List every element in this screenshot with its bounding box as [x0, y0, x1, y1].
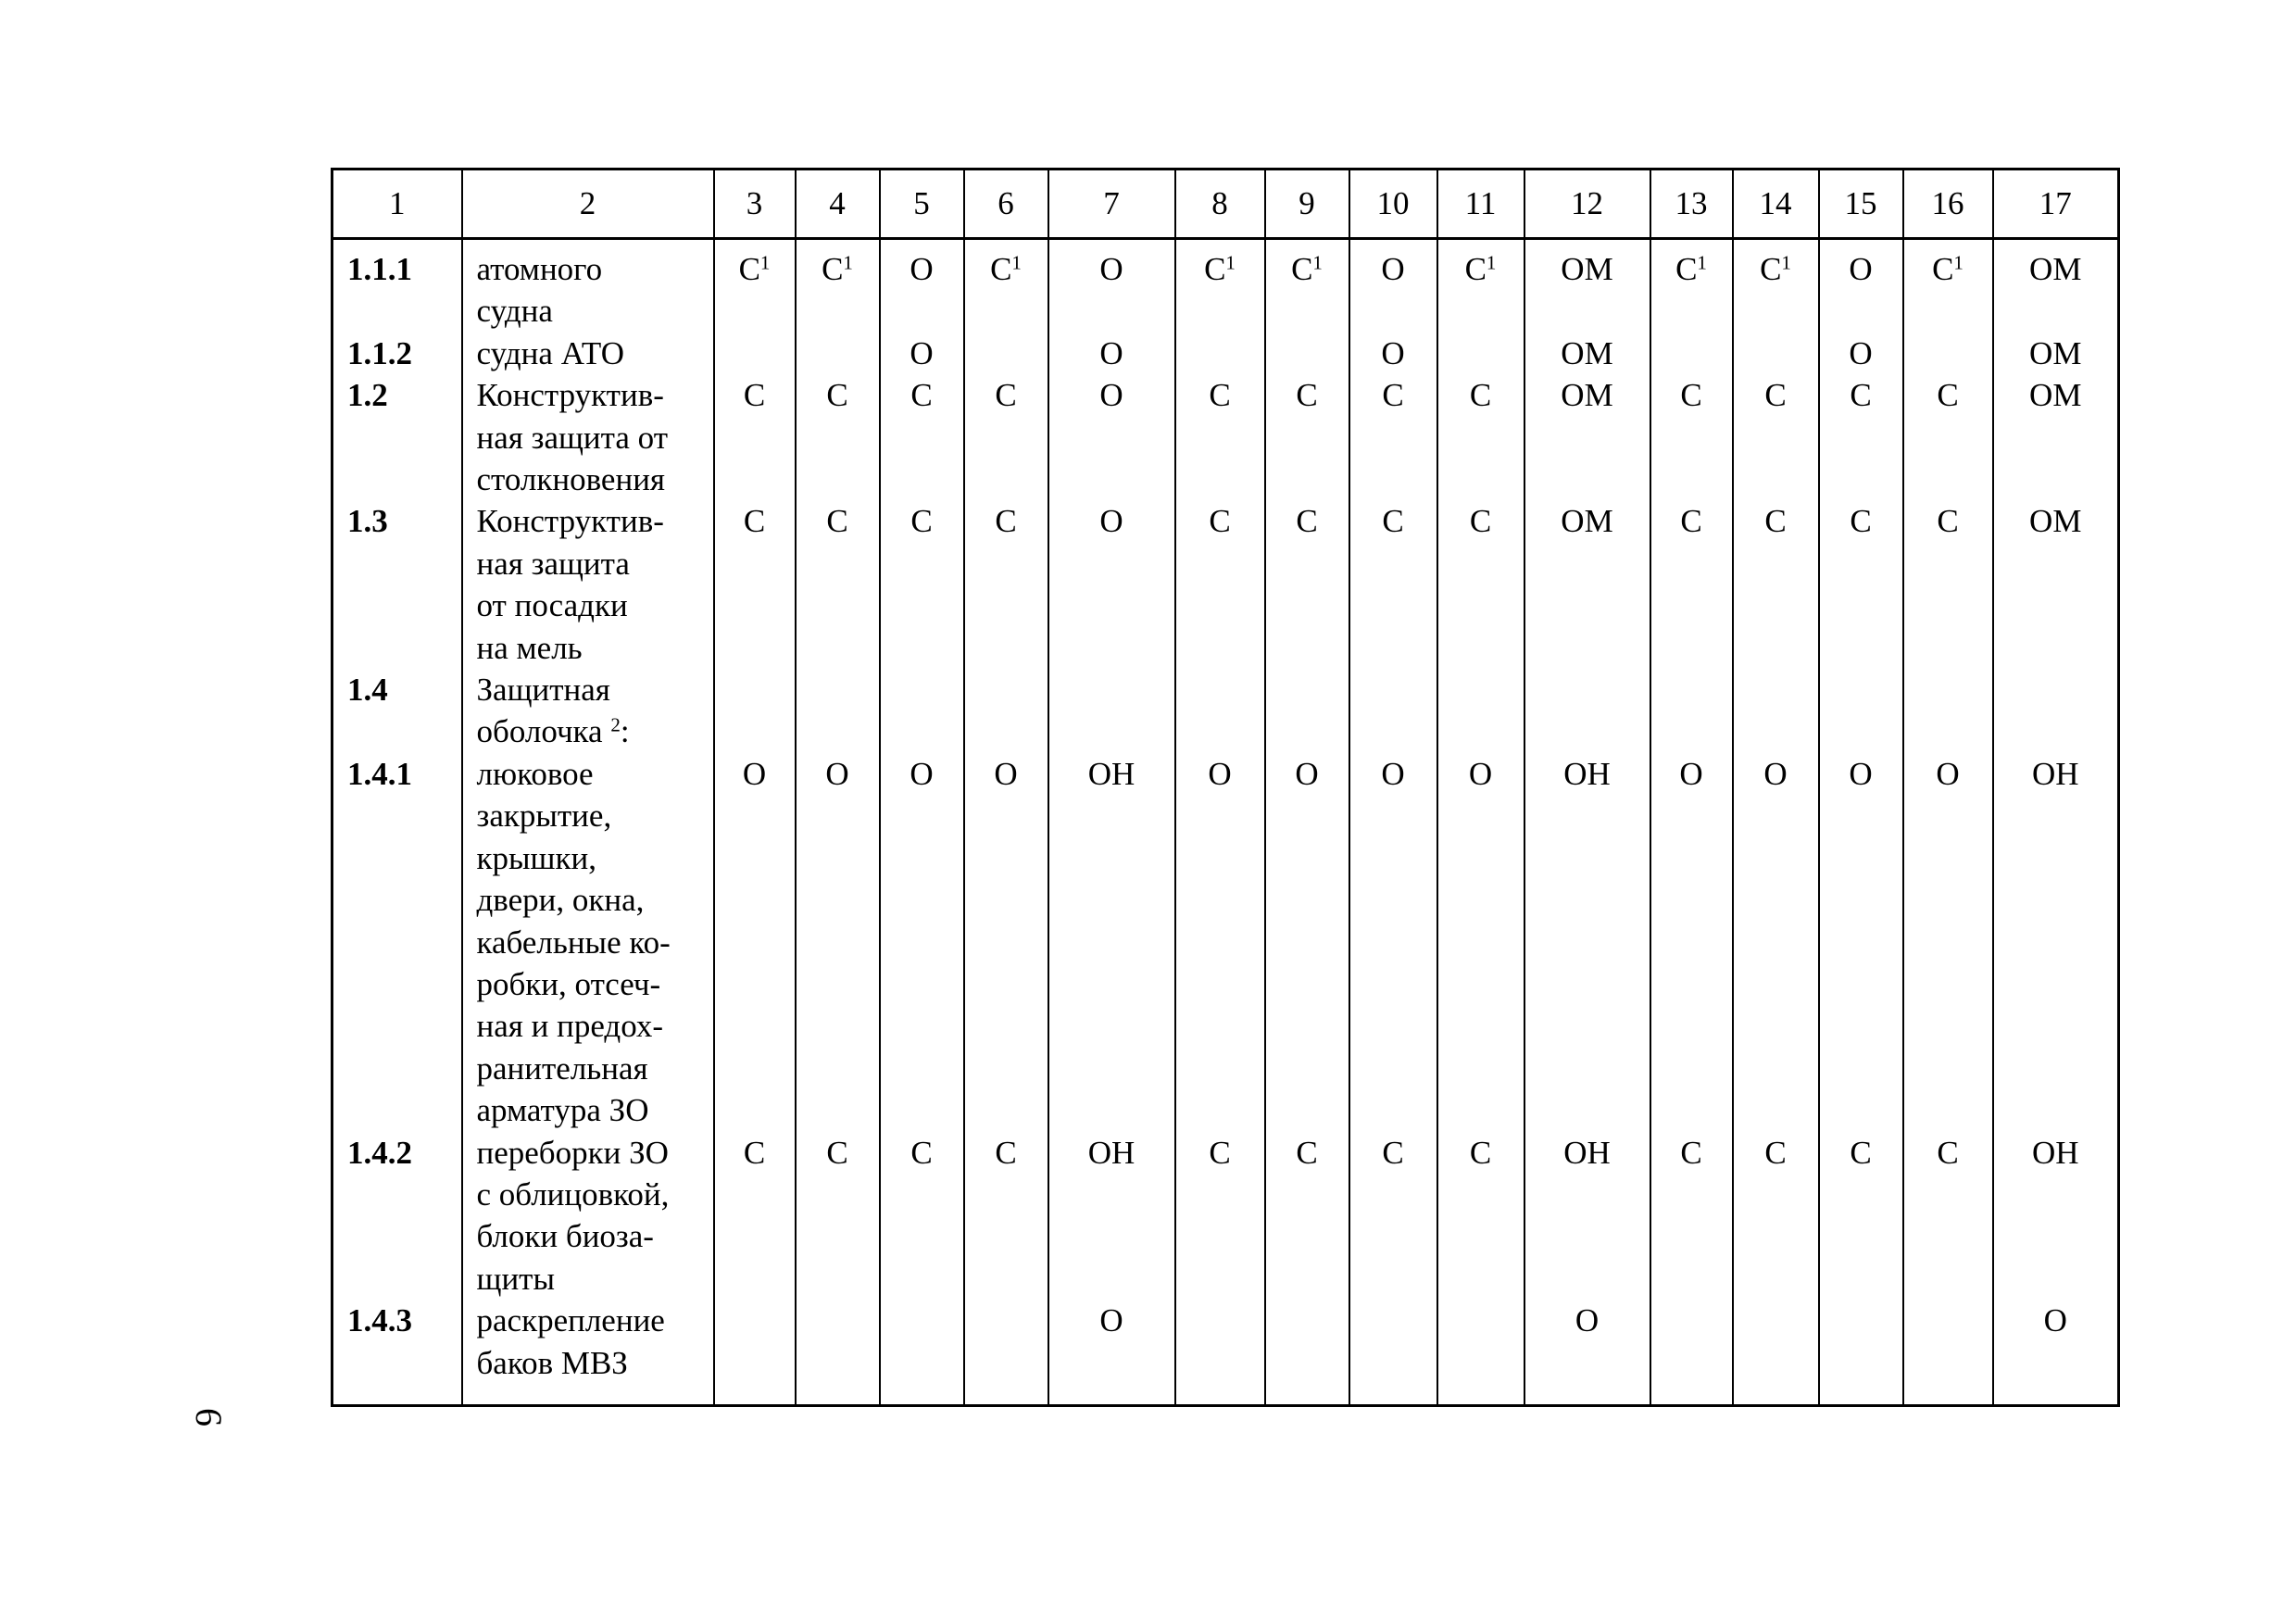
- header-cell: 14: [1733, 170, 1819, 239]
- value-text: С: [910, 377, 933, 414]
- value-cell: [1733, 669, 1819, 753]
- value-text: О: [1936, 755, 1960, 792]
- table-row: [332, 500, 2119, 669]
- value-text: $С^1$: [990, 251, 1022, 287]
- value-cell: [1903, 333, 1993, 374]
- row-number: 1.4.1: [332, 753, 462, 1132]
- footnote-mark: 1: [1011, 251, 1022, 274]
- value-text: С: [1680, 377, 1702, 414]
- value-cell: [1524, 333, 1650, 374]
- row-name-line: судна: [476, 293, 553, 330]
- row-name-line: на мель: [476, 629, 583, 666]
- value-text: О: [1679, 755, 1703, 792]
- value-cell: [796, 1300, 880, 1405]
- value-cell: [1349, 333, 1437, 374]
- value-cell: [1524, 1132, 1650, 1301]
- value-cell: [1650, 669, 1733, 753]
- header-row: [332, 170, 2119, 239]
- value-cell: [1524, 239, 1650, 333]
- row-name-line: столкновения: [476, 461, 666, 498]
- value-text: О: [742, 755, 767, 792]
- value-text: О: [910, 755, 934, 792]
- table-row: [332, 753, 2119, 1132]
- value-text: С: [910, 503, 933, 540]
- header-cell: 16: [1903, 170, 1993, 239]
- value-text: ОН: [1563, 755, 1611, 792]
- value-cell: [1437, 333, 1524, 374]
- value-cell: [1733, 753, 1819, 1132]
- row-name-line: Конструктив-: [476, 503, 664, 540]
- value-text: С: [1469, 377, 1492, 414]
- header-cell: 8: [1175, 170, 1265, 239]
- table-row: [332, 669, 2119, 753]
- value-text: С: [1764, 377, 1787, 414]
- value-cell: [1265, 333, 1349, 374]
- value-cell: [1437, 753, 1524, 1132]
- value-text: С: [995, 1134, 1017, 1171]
- value-cell: [1048, 374, 1175, 500]
- value-text: С: [1764, 1134, 1787, 1171]
- value-cell: [964, 753, 1048, 1132]
- row-name-line: от посадки: [476, 587, 628, 624]
- value-text: ОН: [1087, 1134, 1135, 1171]
- value-cell: [1349, 669, 1437, 753]
- value-cell: [1650, 1300, 1733, 1405]
- value-text: ОМ: [1561, 334, 1613, 371]
- header-cell: 11: [1437, 170, 1524, 239]
- value-text: $С^1$: [1204, 251, 1236, 287]
- header-cell: 10: [1349, 170, 1437, 239]
- value-cell: [1993, 1132, 2119, 1301]
- value-cell: [796, 753, 880, 1132]
- value-text: С: [1382, 377, 1404, 414]
- value-cell: [1733, 1300, 1819, 1405]
- value-text: О: [1099, 334, 1123, 371]
- value-text: О: [1208, 755, 1232, 792]
- value-cell: [880, 753, 964, 1132]
- value-text: О: [1468, 755, 1493, 792]
- value-cell: [714, 239, 796, 333]
- value-text: С: [1680, 1134, 1702, 1171]
- value-cell: [1733, 500, 1819, 669]
- table-body: [332, 239, 2119, 1406]
- row-name-line: Конструктив-: [476, 377, 664, 414]
- value-cell: [1819, 1132, 1903, 1301]
- value-cell: [1175, 374, 1265, 500]
- row-name: [462, 753, 714, 1132]
- value-text: ОН: [1563, 1134, 1611, 1171]
- value-text: $С^1$: [738, 251, 771, 287]
- value-cell: [1650, 753, 1733, 1132]
- value-cell: [714, 333, 796, 374]
- value-cell: [1175, 669, 1265, 753]
- value-cell: [880, 239, 964, 333]
- row-name-line: блоки биоза-: [476, 1218, 654, 1255]
- value-cell: [964, 374, 1048, 500]
- value-text: О: [910, 334, 934, 371]
- value-cell: [1175, 239, 1265, 333]
- row-number: 1.4: [332, 669, 462, 753]
- value-cell: [1993, 500, 2119, 669]
- value-cell: [880, 1300, 964, 1405]
- row-name-line: ная защита от: [476, 419, 668, 456]
- value-text: $С^1$: [1464, 251, 1497, 287]
- value-cell: [1993, 1300, 2119, 1405]
- header-cell: 17: [1993, 170, 2119, 239]
- value-cell: [1349, 1132, 1437, 1301]
- value-cell: [880, 669, 964, 753]
- value-cell: [1903, 500, 1993, 669]
- value-cell: [1175, 1132, 1265, 1301]
- value-cell: [1993, 239, 2119, 333]
- footnote-mark: 1: [843, 251, 853, 274]
- value-cell: [1048, 333, 1175, 374]
- value-cell: [1903, 1132, 1993, 1301]
- header-cell: 1: [332, 170, 462, 239]
- value-text: ОМ: [2029, 251, 2082, 287]
- value-cell: [714, 500, 796, 669]
- value-cell: [1993, 753, 2119, 1132]
- value-cell: [1265, 753, 1349, 1132]
- value-text: С: [826, 1134, 848, 1171]
- footnote-mark: 1: [1697, 251, 1707, 274]
- value-cell: [1349, 374, 1437, 500]
- value-text: О: [1849, 755, 1873, 792]
- row-name: [462, 374, 714, 500]
- header-cell: 4: [796, 170, 880, 239]
- value-cell: [964, 1300, 1048, 1405]
- value-cell: [796, 333, 880, 374]
- value-cell: [1819, 374, 1903, 500]
- value-cell: [1733, 239, 1819, 333]
- value-text: С: [826, 377, 848, 414]
- value-cell: [1650, 374, 1733, 500]
- row-name: [462, 1300, 714, 1405]
- value-cell: [1349, 1300, 1437, 1405]
- footnote-mark: 1: [1486, 251, 1497, 274]
- value-cell: [796, 374, 880, 500]
- value-text: С: [1469, 503, 1492, 540]
- value-cell: [714, 1300, 796, 1405]
- header-cell: 7: [1048, 170, 1175, 239]
- header-cell: 13: [1650, 170, 1733, 239]
- value-cell: [796, 239, 880, 333]
- value-text: О: [1295, 755, 1319, 792]
- row-name-line: Защитная: [476, 672, 610, 709]
- row-name-line: с облицовкой,: [476, 1175, 670, 1213]
- footnote-mark: 1: [1312, 251, 1323, 274]
- value-cell: [1819, 753, 1903, 1132]
- value-text: С: [1209, 377, 1231, 414]
- value-text: $С^1$: [1760, 251, 1791, 287]
- row-name-line: двери, окна,: [476, 882, 645, 919]
- value-cell: [1048, 753, 1175, 1132]
- value-text: ОМ: [2029, 334, 2082, 371]
- value-cell: [1650, 333, 1733, 374]
- value-text: С: [1850, 377, 1872, 414]
- value-cell: [880, 1132, 964, 1301]
- value-text: С: [1680, 503, 1702, 540]
- value-text: О: [994, 755, 1018, 792]
- value-text: $С^1$: [1932, 251, 1964, 287]
- row-name-line: люковое: [476, 755, 594, 792]
- value-cell: [964, 1132, 1048, 1301]
- value-cell: [1349, 239, 1437, 333]
- value-text: О: [1763, 755, 1788, 792]
- value-cell: [1437, 669, 1524, 753]
- footnote-mark: 1: [1781, 251, 1791, 274]
- row-number: 1.2: [332, 374, 462, 500]
- value-cell: [1993, 374, 2119, 500]
- value-cell: [1903, 1300, 1993, 1405]
- footnote-mark: 2: [610, 713, 621, 736]
- value-text: О: [2043, 1302, 2067, 1339]
- header-cell: 12: [1524, 170, 1650, 239]
- value-cell: [880, 500, 964, 669]
- value-text: О: [1849, 251, 1873, 287]
- value-text: О: [825, 755, 849, 792]
- value-text: О: [1381, 251, 1405, 287]
- value-text: ОМ: [1561, 503, 1613, 540]
- row-name-line: оболочка $^2$:: [476, 713, 630, 750]
- row-name-line: ная и предох-: [476, 1008, 663, 1045]
- value-cell: [1819, 1300, 1903, 1405]
- value-cell: [1349, 753, 1437, 1132]
- header-cell: 3: [714, 170, 796, 239]
- value-cell: [714, 374, 796, 500]
- value-text: С: [995, 503, 1017, 540]
- value-cell: [714, 1132, 796, 1301]
- value-cell: [1265, 500, 1349, 669]
- value-text: О: [1575, 1302, 1600, 1339]
- row-name-line: ранительная: [476, 1049, 648, 1087]
- value-text: С: [1764, 503, 1787, 540]
- value-cell: [964, 500, 1048, 669]
- value-text: С: [995, 377, 1017, 414]
- row-name-line: робки, отсеч-: [476, 965, 661, 1002]
- value-text: ОН: [1087, 755, 1135, 792]
- value-cell: [1437, 500, 1524, 669]
- value-text: ОМ: [2029, 377, 2082, 414]
- value-cell: [1903, 753, 1993, 1132]
- value-cell: [1265, 669, 1349, 753]
- footnote-mark: 1: [759, 251, 771, 274]
- row-number: 1.3: [332, 500, 462, 669]
- value-text: $С^1$: [1675, 251, 1707, 287]
- value-cell: [1175, 333, 1265, 374]
- value-text: О: [1099, 1302, 1123, 1339]
- value-text: $С^1$: [1291, 251, 1323, 287]
- value-cell: [1650, 500, 1733, 669]
- requirements-table: [331, 168, 2120, 1407]
- value-cell: [1650, 239, 1733, 333]
- value-cell: [1265, 374, 1349, 500]
- value-cell: [964, 669, 1048, 753]
- header-cell: 6: [964, 170, 1048, 239]
- table-row: [332, 1300, 2119, 1405]
- table-row: [332, 374, 2119, 500]
- table-row: [332, 333, 2119, 374]
- row-name: [462, 1132, 714, 1301]
- value-text: ОН: [2031, 755, 2079, 792]
- value-text: ОМ: [1561, 377, 1613, 414]
- value-cell: [1524, 669, 1650, 753]
- value-text: С: [743, 377, 766, 414]
- value-cell: [1733, 333, 1819, 374]
- page-number: 6: [188, 1408, 230, 1426]
- value-cell: [1437, 239, 1524, 333]
- value-text: С: [1209, 503, 1231, 540]
- value-cell: [1733, 374, 1819, 500]
- row-name-line: щиты: [476, 1260, 555, 1297]
- footnote-mark: 1: [1953, 251, 1964, 274]
- value-text: $С^1$: [822, 251, 853, 287]
- value-cell: [1437, 1132, 1524, 1301]
- value-text: С: [1937, 1134, 1959, 1171]
- value-text: С: [1850, 503, 1872, 540]
- row-name: [462, 669, 714, 753]
- value-text: С: [1937, 377, 1959, 414]
- value-cell: [880, 374, 964, 500]
- value-cell: [964, 333, 1048, 374]
- value-text: О: [910, 251, 934, 287]
- value-text: С: [1296, 1134, 1318, 1171]
- row-name-line: переборки ЗО: [476, 1134, 669, 1171]
- value-cell: [1819, 333, 1903, 374]
- value-text: С: [1469, 1134, 1492, 1171]
- value-cell: [796, 500, 880, 669]
- header-cell: 2: [462, 170, 714, 239]
- value-cell: [1819, 500, 1903, 669]
- value-cell: [880, 333, 964, 374]
- row-name-line: ная защита: [476, 545, 630, 582]
- row-name-line: крышки,: [476, 839, 596, 876]
- value-cell: [1993, 333, 2119, 374]
- row-name-line: атомного: [476, 251, 603, 287]
- value-cell: [1265, 239, 1349, 333]
- table-row: [332, 1132, 2119, 1301]
- row-name-line: арматура ЗО: [476, 1092, 649, 1129]
- value-text: О: [1099, 377, 1123, 414]
- value-text: О: [1099, 503, 1123, 540]
- row-name-line: раскрепление: [476, 1302, 665, 1339]
- header-cell: 15: [1819, 170, 1903, 239]
- row-number: 1.4.3: [332, 1300, 462, 1405]
- row-name-line: кабельные ко-: [476, 924, 671, 961]
- value-cell: [1819, 669, 1903, 753]
- row-name: [462, 333, 714, 374]
- value-cell: [1175, 753, 1265, 1132]
- value-text: С: [1937, 503, 1959, 540]
- value-cell: [1265, 1300, 1349, 1405]
- value-text: ОН: [2031, 1134, 2079, 1171]
- row-number: 1.4.2: [332, 1132, 462, 1301]
- value-text: С: [1296, 377, 1318, 414]
- value-cell: [1175, 500, 1265, 669]
- value-text: О: [1099, 251, 1123, 287]
- value-text: С: [1209, 1134, 1231, 1171]
- value-cell: [1048, 239, 1175, 333]
- row-name: [462, 500, 714, 669]
- value-cell: [1993, 669, 2119, 753]
- value-text: С: [743, 1134, 766, 1171]
- value-cell: [1048, 1300, 1175, 1405]
- value-text: С: [1382, 1134, 1404, 1171]
- row-name-line: баков МВЗ: [476, 1344, 628, 1381]
- value-text: С: [910, 1134, 933, 1171]
- table-row: [332, 239, 2119, 333]
- value-text: С: [1296, 503, 1318, 540]
- table-header: [332, 170, 2119, 239]
- value-cell: [1437, 1300, 1524, 1405]
- value-text: С: [1850, 1134, 1872, 1171]
- row-number: 1.1.1: [332, 239, 462, 333]
- value-cell: [1650, 1132, 1733, 1301]
- row-name: [462, 239, 714, 333]
- value-cell: [1903, 669, 1993, 753]
- row-number: 1.1.2: [332, 333, 462, 374]
- value-cell: [1175, 1300, 1265, 1405]
- value-cell: [1048, 669, 1175, 753]
- value-cell: [1349, 500, 1437, 669]
- value-cell: [796, 669, 880, 753]
- value-cell: [1524, 374, 1650, 500]
- footnote-mark: 1: [1225, 251, 1236, 274]
- value-text: О: [1381, 334, 1405, 371]
- value-cell: [1524, 1300, 1650, 1405]
- value-text: ОМ: [2029, 503, 2082, 540]
- row-name-line: судна АТО: [476, 334, 625, 371]
- value-cell: [714, 753, 796, 1132]
- value-cell: [796, 1132, 880, 1301]
- value-text: С: [1382, 503, 1404, 540]
- value-text: О: [1849, 334, 1873, 371]
- value-cell: [1265, 1132, 1349, 1301]
- value-cell: [1819, 239, 1903, 333]
- header-cell: 9: [1265, 170, 1349, 239]
- value-cell: [1524, 753, 1650, 1132]
- value-cell: [1524, 500, 1650, 669]
- value-cell: [1048, 1132, 1175, 1301]
- value-cell: [1903, 239, 1993, 333]
- value-cell: [1048, 500, 1175, 669]
- value-text: ОМ: [1561, 251, 1613, 287]
- value-cell: [1903, 374, 1993, 500]
- value-text: С: [743, 503, 766, 540]
- value-text: О: [1381, 755, 1405, 792]
- value-text: С: [826, 503, 848, 540]
- header-cell: 5: [880, 170, 964, 239]
- value-cell: [1733, 1132, 1819, 1301]
- value-cell: [714, 669, 796, 753]
- value-cell: [964, 239, 1048, 333]
- value-cell: [1437, 374, 1524, 500]
- row-name-line: закрытие,: [476, 798, 612, 835]
